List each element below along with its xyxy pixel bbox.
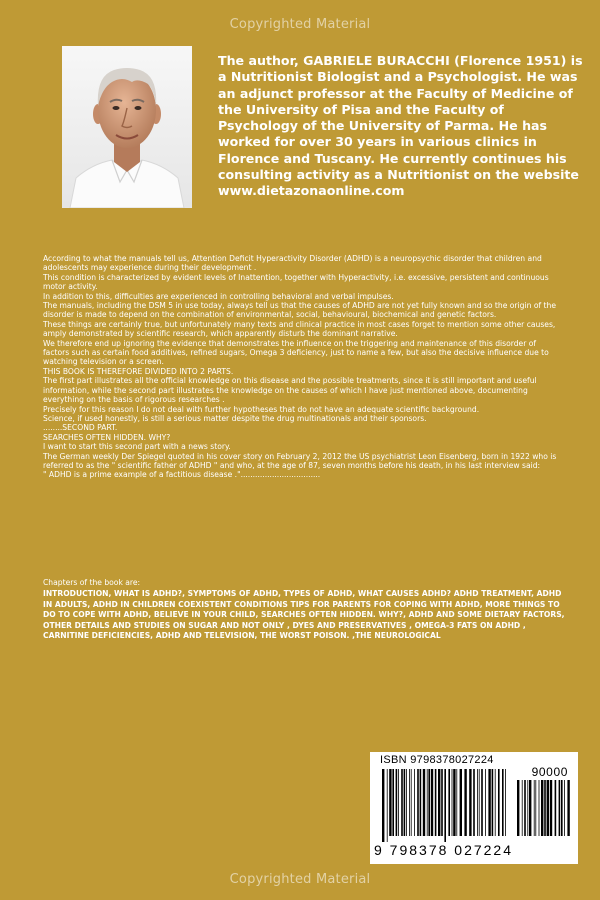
barcode-price-code: 90000 [531, 765, 568, 779]
description-paragraph: This condition is characterized by evident levels of Inattention, together with Hyperactivity, i.e. excessive, persistent and continuous motor activity. [43, 272, 549, 292]
author-bio: The author, GABRIELE BURACCHI (Florence 1951) is a Nutritionist Biologist and a Psychologist. He was an adjunct professor at the Faculty of Medicine of the University of Pisa and the Faculty of Psychology of the University of Parma. He has worked for over 30 years in various clinics in Florence and Tuscany. He currently continues his consulting activity as a Nutritionist on the website www.dietazonaonline.com [218, 53, 583, 199]
barcode-main-bars [382, 769, 510, 842]
chapters-heading: Chapters of the book are: [43, 578, 141, 587]
description-paragraph: According to what the manuals tell us, Attention Deficit Hyperactivity Disorder (ADHD) is a neuropsychic disorder that children and adolescents may experience during their development . [43, 254, 542, 273]
description-paragraph: THIS BOOK IS THEREFORE DIVIDED INTO 2 PARTS. [43, 366, 234, 376]
copyright-watermark-top: Copyrighted Material [229, 17, 371, 32]
description-paragraph: In addition to this, difficulties are experienced in controlling behavioral and verbal impulses. [43, 291, 394, 301]
description-paragraph: The German weekly Der Spiegel quoted in his cover story on February 2, 2012 the US psychiatrist Leon Eisenberg, born in 1922 who is referred to as the " scientific father of ADHD " and who, at the age of 87, seven months before his death, in his last interview said: [43, 451, 557, 470]
isbn-label: ISBN 9798378027224 [380, 754, 494, 766]
book-description [43, 254, 563, 480]
isbn-barcode [370, 752, 578, 864]
description-paragraph: The manuals, including the DSM 5 in use today, always tell us that the causes of ADHD are not yet fully known and so the origin of the disorder is made to depend on the combination of environmental, social, behavioural, biochemical and genetic factors. [43, 301, 557, 320]
description-paragraph: SEARCHES OFTEN HIDDEN. WHY? [43, 432, 171, 442]
author-photo [62, 46, 192, 208]
description-paragraph: Precisely for this reason I do not deal with further hypotheses that do not have an adequate scientific background. [43, 404, 480, 414]
description-paragraph: ........SECOND PART. [43, 423, 118, 433]
description-paragraph: Science, if used honestly, is still a serious matter despite the drug multinationals and their sponsors. [43, 413, 427, 423]
barcode-number: 9 798378 027224 [374, 842, 513, 858]
description-paragraph: The first part illustrates all the official knowledge on this disease and the possible treatments, since it is still important and useful information, while the second part illustrates the knowledge on the causes of which I have just mentioned above, documenting everything on the basis of rigorous researches . [43, 376, 537, 405]
description-paragraph: These things are certainly true, but unfortunately many texts and clinical practice in most cases forget to mention some other causes, amply demonstrated by scientific research, which apparently disturb the dominant narrative. [43, 319, 556, 339]
description-paragraph: I want to start this second part with a news story. [43, 442, 231, 452]
chapters-text: INTRODUCTION, WHAT IS ADHD?, SYMPTOMS OF ADHD, TYPES OF ADHD, WHAT CAUSES ADHD? ADHD TREATMENT, ADHD IN ADULTS, ADHD IN CHILDREN COEXISTENT CONDITIONS TIPS FOR PARENTS FOR COPING WITH ADHD, MORE THINGS TO DO TO COPE WITH ADHD, BELIEVE IN YOUR CHILD, SEARCHES OFTEN HIDDEN. WHY?, ADHD AND SOME DIETARY FACTORS, OTHER DETAILS AND STUDIES ON SUGAR AND NOT ONLY , DYES AND PRESERVATIVES , OMEGA-3 FATS ON ADHD , CARNITINE DEFICIENCIES, ADHD AND TELEVISION, THE WORST POISON. ,THE NEUROLOGICAL [43, 589, 565, 641]
description-paragraph: We therefore end up ignoring the evidence that demonstrates the influence on the triggering and maintenance of this disorder of factors such as certain food additives, refined sugars, Omega 3 deficiency, just to name a few, but also the decisive influence due to watching television or a screen. [43, 338, 549, 367]
description-paragraph: " ADHD is a prime example of a factitious disease ."................................. [43, 470, 321, 480]
copyright-watermark-bottom: Copyrighted Material [229, 872, 371, 887]
barcode-addon-bars [517, 780, 571, 842]
chapters-list [43, 578, 565, 641]
